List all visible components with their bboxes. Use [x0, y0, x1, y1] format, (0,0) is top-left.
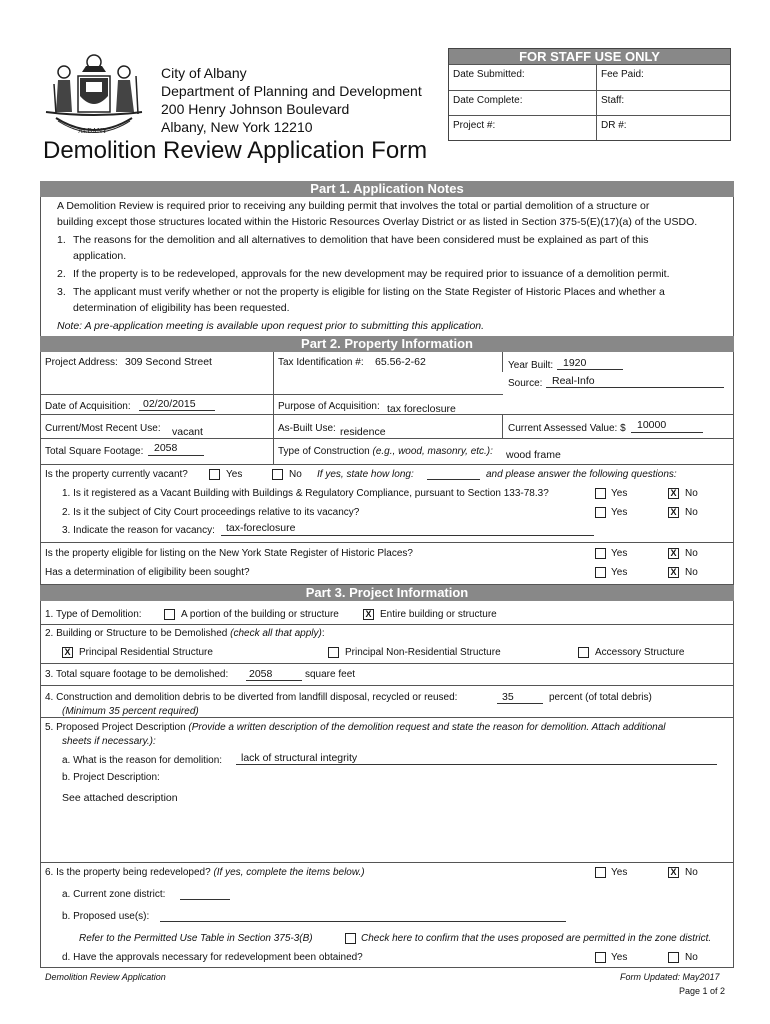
vacancy-reason-label: 3. Indicate the reason for vacancy:	[62, 525, 215, 536]
part2-header: Part 2. Property Information	[40, 336, 734, 352]
part1-intro-line1: A Demolition Review is required prior to receiving any building permit that involves the total or partial demolition of a structure or	[57, 200, 650, 212]
zone-district-field[interactable]	[180, 899, 230, 900]
vacant-no-checkbox[interactable]	[272, 469, 283, 480]
debris-diversion-unit: percent (of total debris)	[549, 692, 652, 703]
vacant-yes-checkbox[interactable]	[209, 469, 220, 480]
project-description-label: b. Project Description:	[62, 772, 160, 783]
staff-field[interactable]: Staff:	[601, 95, 625, 106]
court-no-checkbox[interactable]: X	[668, 507, 679, 518]
accessory-structure-checkbox[interactable]	[578, 647, 589, 658]
structure-type-label: 2. Building or Structure to be Demolished (check all that apply):	[45, 628, 325, 639]
uses-permitted-confirm-label: Check here to confirm that the uses proposed are permitted in the zone district.	[361, 933, 712, 944]
part1-note: Note: A pre-application meeting is available upon request prior to submitting this application.	[57, 320, 485, 332]
zone-district-label: a. Current zone district:	[62, 889, 166, 900]
part1-item1-line1: The reasons for the demolition and all alternatives to demolition that have been considered must be explained as part of this	[73, 234, 649, 246]
redevelopment-no-checkbox[interactable]: X	[668, 867, 679, 878]
acquisition-purpose-label: Purpose of Acquisition:	[278, 401, 380, 412]
year-built-value[interactable]: 1920	[563, 357, 587, 369]
seal-lettering: ALBANY	[78, 127, 108, 135]
vacant-question: Is the property currently vacant?	[45, 469, 188, 480]
determination-question: Has a determination of eligibility been sought?	[45, 567, 250, 578]
city-seal-logo	[42, 46, 146, 136]
court-no-label: No	[685, 507, 698, 518]
recent-use-label: Current/Most Recent Use:	[45, 423, 161, 434]
total-sqft-value[interactable]: 2058	[154, 442, 178, 454]
determination-yes-label: Yes	[611, 567, 628, 578]
court-yes-checkbox[interactable]	[595, 507, 606, 518]
uses-permitted-confirm-checkbox[interactable]	[345, 933, 356, 944]
residential-structure-label: Principal Residential Structure	[79, 647, 213, 658]
acquisition-purpose-value[interactable]: tax foreclosure	[387, 403, 456, 415]
demolish-sqft-unit: square feet	[305, 669, 356, 680]
vacancy-reason-value[interactable]: tax-foreclosure	[226, 522, 296, 534]
non-residential-label: Principal Non-Residential Structure	[345, 647, 501, 658]
partial-demolition-label: A portion of the building or structure	[181, 609, 339, 620]
project-description-heading: 5. Proposed Project Description (Provide a written description of the demolition request and state the reason for demolition. Attach additional	[45, 722, 666, 733]
approvals-no-label: No	[685, 952, 698, 963]
eligible-no-label: No	[685, 548, 698, 559]
part1-item3-line2: determination of eligibility has been requested.	[73, 302, 290, 314]
footer-updated: Form Updated: May2017	[620, 972, 720, 982]
redevelopment-question: 6. Is the property being redeveloped? (If yes, complete the items below.)	[45, 867, 365, 878]
source-label: Source:	[508, 378, 543, 389]
assessed-value-label: Current Assessed Value: $	[508, 423, 626, 434]
fee-paid-field[interactable]: Fee Paid:	[601, 69, 644, 80]
court-proceedings-question: 2. Is it the subject of City Court proceedings relative to its vacancy?	[62, 507, 360, 518]
acquisition-date-label: Date of Acquisition:	[45, 401, 131, 412]
permitted-use-table-note: Refer to the Permitted Use Table in Section 375-3(B)	[79, 933, 313, 944]
non-residential-checkbox[interactable]	[328, 647, 339, 658]
construction-type-label: Type of Construction (e.g., wood, masonry, etc.):	[278, 446, 493, 457]
part1-header: Part 1. Application Notes	[40, 181, 734, 197]
demolition-reason-value[interactable]: lack of structural integrity	[241, 752, 358, 764]
eligible-no-checkbox[interactable]: X	[668, 548, 679, 559]
eligible-yes-label: Yes	[611, 548, 628, 559]
assessed-value[interactable]: 10000	[637, 419, 667, 431]
city-name: City of Albany	[161, 65, 247, 81]
year-built-label: Year Built:	[508, 360, 554, 371]
registered-no-checkbox[interactable]: X	[668, 488, 679, 499]
vacant-how-long-field[interactable]	[427, 479, 480, 480]
determination-no-checkbox[interactable]: X	[668, 567, 679, 578]
form-title: Demolition Review Application Form	[43, 137, 428, 164]
construction-type-value[interactable]: wood frame	[506, 449, 561, 461]
total-sqft-label: Total Square Footage:	[45, 446, 144, 457]
part1-item2: If the property is to be redeveloped, approvals for the new development may be required prior to issuance of a demolition permit.	[73, 268, 670, 280]
debris-minimum-note: (Minimum 35 percent required)	[62, 706, 199, 717]
registered-yes-checkbox[interactable]	[595, 488, 606, 499]
acquisition-date-value[interactable]: 02/20/2015	[143, 398, 196, 410]
date-complete-field[interactable]: Date Complete:	[453, 95, 523, 106]
approvals-yes-label: Yes	[611, 952, 628, 963]
approvals-no-checkbox[interactable]	[668, 952, 679, 963]
vacant-followup-note: and please answer the following questions:	[486, 469, 677, 480]
determination-no-label: No	[685, 567, 698, 578]
debris-diversion-label: 4. Construction and demolition debris to be diverted from landfill disposal, recycled or reused:	[45, 692, 458, 703]
project-description-value[interactable]: See attached description	[62, 792, 178, 804]
footer-page-number: Page 1 of 2	[679, 986, 726, 996]
residential-structure-checkbox[interactable]: X	[62, 647, 73, 658]
approvals-obtained-question: d. Have the approvals necessary for redevelopment been obtained?	[62, 952, 363, 963]
part1-item3-number: 3.	[57, 286, 66, 298]
footer-form-name: Demolition Review Application	[45, 972, 166, 982]
staff-use-box	[448, 48, 731, 141]
vacant-registered-question: 1. Is it registered as a Vacant Building with Buildings & Regulatory Compliance, pursuant to Section 133-78.3?	[62, 488, 549, 499]
project-address-value[interactable]: 309 Second Street	[125, 356, 212, 368]
project-address-label: Project Address:	[45, 357, 118, 368]
entire-demolition-checkbox[interactable]: X	[363, 609, 374, 620]
part1-item1-line2: application.	[73, 250, 127, 262]
recent-use-value[interactable]: vacant	[172, 426, 203, 438]
city-state-zip: Albany, New York 12210	[161, 119, 313, 135]
demolish-sqft-label: 3. Total square footage to be demolished:	[45, 669, 229, 680]
as-built-use-value[interactable]: residence	[340, 426, 386, 438]
registered-yes-label: Yes	[611, 488, 628, 499]
debris-diversion-value[interactable]: 35	[502, 691, 514, 703]
demolish-sqft-value[interactable]: 2058	[249, 668, 273, 680]
eligible-yes-checkbox[interactable]	[595, 548, 606, 559]
entire-demolition-label: Entire building or structure	[380, 609, 497, 620]
registered-no-label: No	[685, 488, 698, 499]
proposed-uses-field[interactable]	[160, 921, 566, 922]
proposed-uses-label: b. Proposed use(s):	[62, 911, 150, 922]
eligibility-question: Is the property eligible for listing on the New York State Register of Historic Places?	[45, 548, 413, 559]
vacant-no-label: No	[289, 469, 302, 480]
as-built-use-label: As-Built Use:	[278, 423, 336, 434]
dr-number-field[interactable]: DR #:	[601, 120, 627, 131]
part1-intro-line2: building except those structures located within the Historic Resources Overlay District or as listed in Section 375-5(E)(17)(a) of the USDO.	[57, 216, 698, 228]
vacant-how-long-label: If yes, state how long:	[317, 469, 414, 480]
part1-item2-number: 2.	[57, 268, 66, 280]
tax-id-label: Tax Identification #:	[278, 357, 364, 368]
street-address: 200 Henry Johnson Boulevard	[161, 101, 350, 117]
redevelopment-no-label: No	[685, 867, 698, 878]
part1-item3-line1: The applicant must verify whether or not the property is eligible for listing on the State Register of Historic Places and whether a	[73, 286, 665, 298]
determination-yes-checkbox[interactable]	[595, 567, 606, 578]
demolition-type-label: 1. Type of Demolition:	[45, 609, 142, 620]
accessory-structure-label: Accessory Structure	[595, 647, 685, 658]
approvals-yes-checkbox[interactable]	[595, 952, 606, 963]
redevelopment-yes-checkbox[interactable]	[595, 867, 606, 878]
project-description-heading-cont: sheets if necessary.):	[62, 736, 156, 747]
tax-id-value[interactable]: 65.56-2-62	[375, 356, 426, 368]
redevelopment-yes-label: Yes	[611, 867, 628, 878]
part3-header: Part 3. Project Information	[40, 585, 734, 601]
partial-demolition-checkbox[interactable]	[164, 609, 175, 620]
vacant-yes-label: Yes	[226, 469, 243, 480]
part1-item1-number: 1.	[57, 234, 66, 246]
department-name: Department of Planning and Development	[161, 83, 422, 99]
source-value[interactable]: Real-Info	[552, 375, 595, 387]
city-address-block	[161, 64, 422, 136]
court-yes-label: Yes	[611, 507, 628, 518]
date-submitted-field[interactable]: Date Submitted:	[453, 69, 525, 80]
staff-box-title: FOR STAFF USE ONLY	[449, 49, 730, 64]
demolition-reason-label: a. What is the reason for demolition:	[62, 755, 223, 766]
project-number-field[interactable]: Project #:	[453, 120, 496, 131]
